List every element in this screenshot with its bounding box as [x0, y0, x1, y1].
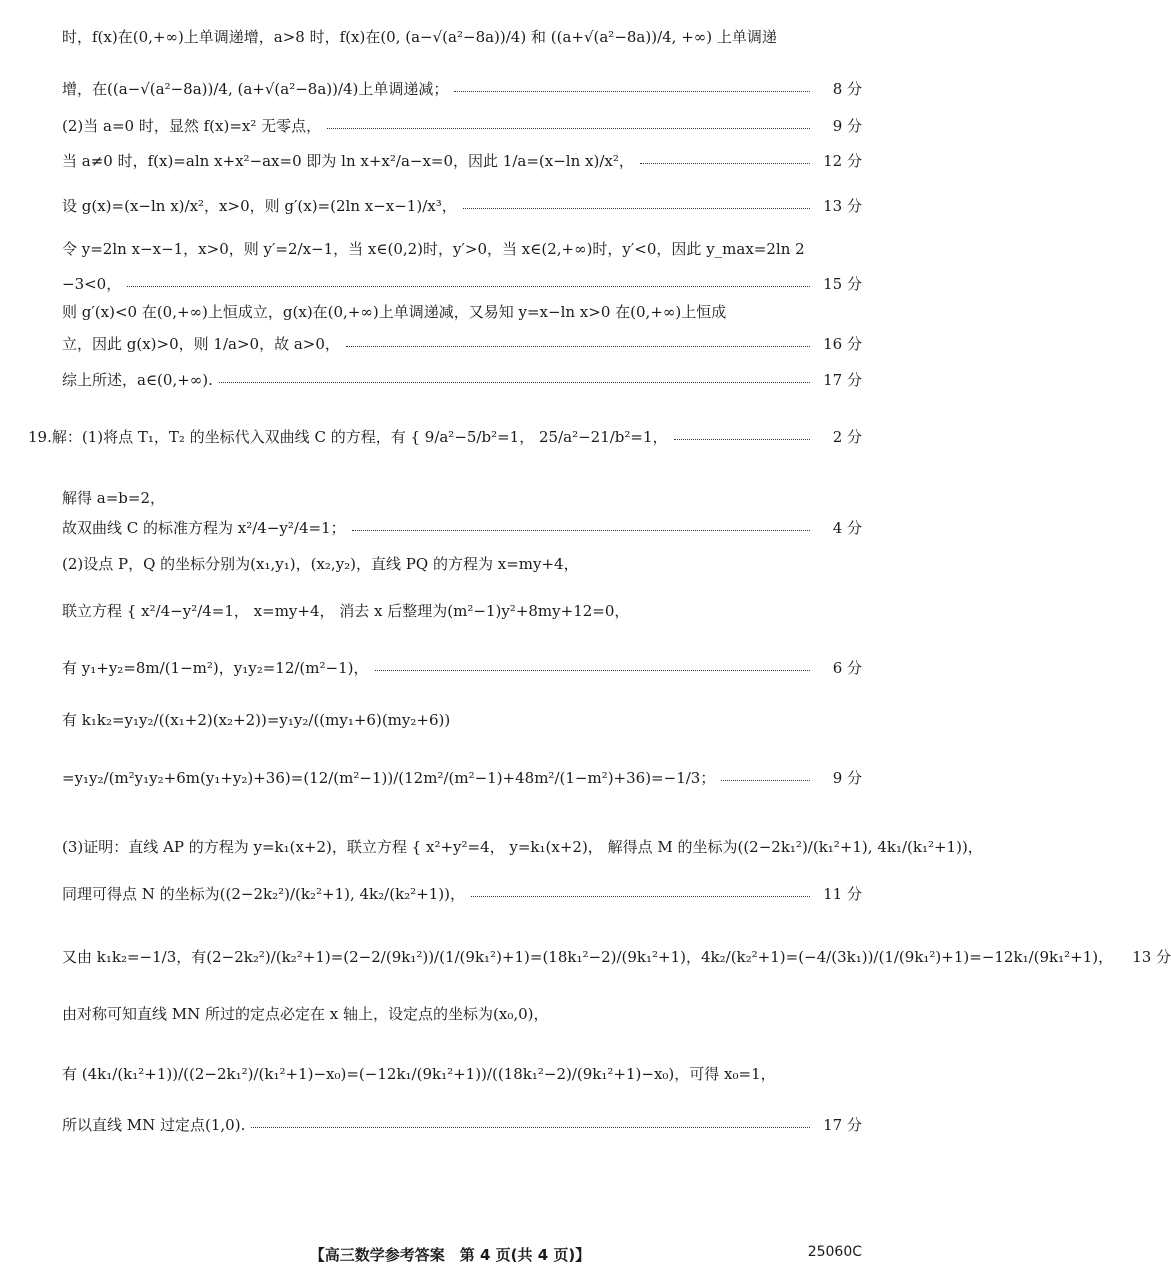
text-line: [62, 657, 862, 678]
line-text: 所以直线 MN 过定点(1,0).: [62, 1116, 246, 1134]
score: 6 分: [832, 659, 862, 677]
text-line: [62, 26, 862, 47]
score: 15 分: [823, 275, 862, 293]
text-line: [62, 1114, 862, 1135]
dot-leader: [454, 91, 810, 92]
dot-leader: [674, 439, 810, 440]
score: 16 分: [823, 335, 862, 353]
text-line: [62, 553, 862, 574]
text-line: [62, 946, 1171, 967]
score: 17 分: [823, 1116, 862, 1134]
line-text: 故双曲线 C 的标准方程为 x²/4−y²/4=1；: [62, 519, 346, 537]
score: 2 分: [832, 428, 862, 446]
document-code: 25060C: [807, 1244, 862, 1260]
text-line: [62, 195, 862, 216]
dot-leader: [346, 346, 810, 347]
text-line: [62, 273, 862, 294]
line-text: 由对称可知直线 MN 所过的定点必定在 x 轴上，设定点的坐标为(x₀,0)，: [62, 1005, 549, 1023]
line-text: 增，在((a−√(a²−8a))/4, (a+√(a²−8a))/4)上单调递减；: [62, 80, 449, 98]
dot-leader: [375, 670, 811, 671]
line-text: 19.解：(1)将点 T₁，T₂ 的坐标代入双曲线 C 的方程，有 { 9/a²−5/b²=1， 25/a²−21/b²=1，: [28, 428, 668, 446]
text-line: [62, 78, 862, 99]
score: 4 分: [832, 519, 862, 537]
text-line: [62, 1063, 862, 1084]
line-text: 立，因此 g(x)>0，则 1/a>0，故 a>0，: [62, 335, 340, 353]
score: 11 分: [823, 885, 862, 903]
dot-leader: [721, 780, 810, 781]
dot-leader: [127, 286, 810, 287]
text-line: [62, 836, 983, 857]
text-line: [62, 883, 862, 904]
dot-leader: [463, 208, 810, 209]
line-text: 解得 a=b=2，: [62, 489, 165, 507]
text-line: [62, 369, 862, 390]
line-text: 同理可得点 N 的坐标为((2−2k₂²)/(k₂²+1), 4k₂/(k₂²+1))，: [62, 885, 465, 903]
text-line: [28, 426, 862, 447]
score: 12 分: [823, 152, 862, 170]
score: 17 分: [823, 371, 862, 389]
text-line: [62, 517, 862, 538]
text-line: [62, 1003, 862, 1024]
dot-leader: [251, 1127, 810, 1128]
text-line: [62, 238, 862, 259]
dot-leader: [352, 530, 810, 531]
line-text: 联立方程 { x²/4−y²/4=1， x=my+4， 消去 x 后整理为(m²−1)y²+8my+12=0，: [62, 602, 630, 620]
line-text: 令 y=2ln x−x−1，x>0，则 y′=2/x−1，当 x∈(0,2)时，y′>0，当 x∈(2,+∞)时，y′<0，因此 y_max=2ln 2: [62, 240, 805, 258]
text-line: [62, 487, 862, 508]
line-text: =y₁y₂/(m²y₁y₂+6m(y₁+y₂)+36)=(12/(m²−1))/(12m²/(m²−1)+48m²/(1−m²)+36)=−1/3；: [62, 769, 716, 787]
dot-leader: [471, 896, 810, 897]
line-text: (2)设点 P，Q 的坐标分别为(x₁,y₁)，(x₂,y₂)，直线 PQ 的方程为 x=my+4，: [62, 555, 579, 573]
text-line: [62, 333, 862, 354]
dot-leader: [219, 382, 810, 383]
text-line: [62, 600, 862, 621]
page-footer: 【高三数学参考答案 第 4 页(共 4 页)】: [309, 1246, 591, 1264]
score: 13 分: [1132, 948, 1171, 966]
line-text: 时，f(x)在(0,+∞)上单调递增，a>8 时，f(x)在(0, (a−√(a²−8a))/4) 和 ((a+√(a²−8a))/4, +∞) 上单调递: [62, 28, 777, 46]
score: 9 分: [832, 769, 862, 787]
score: 13 分: [823, 197, 862, 215]
line-text: 设 g(x)=(x−ln x)/x²，x>0，则 g′(x)=(2ln x−x−1)/x³，: [62, 197, 457, 215]
line-text: (3)证明：直线 AP 的方程为 y=k₁(x+2)，联立方程 { x²+y²=4， y=k₁(x+2)， 解得点 M 的坐标为((2−2k₁²)/(k₁²+1), 4k₁/(k₁²+1))，: [62, 838, 983, 856]
line-text: 有 y₁+y₂=8m/(1−m²)，y₁y₂=12/(m²−1)，: [62, 659, 369, 677]
line-text: 综上所述，a∈(0,+∞).: [62, 371, 213, 389]
line-text: 当 a≠0 时，f(x)=aln x+x²−ax=0 即为 ln x+x²/a−x=0，因此 1/a=(x−ln x)/x²，: [62, 152, 634, 170]
text-line: [62, 301, 862, 322]
line-text: 又由 k₁k₂=−1/3，有(2−2k₂²)/(k₂²+1)=(2−2/(9k₁²))/(1/(9k₁²)+1)=(18k₁²−2)/(9k₁²+1)，4k₂/(k₂²+1)=(−4/(3k₁))/(1/(9k₁²)+1)=−12k₁/(9k₁²+1)，: [62, 948, 1114, 966]
score: 9 分: [832, 117, 862, 135]
dot-leader: [640, 163, 810, 164]
line-text: 则 g′(x)<0 在(0,+∞)上恒成立，g(x)在(0,+∞)上单调递减，又易知 y=x−ln x>0 在(0,+∞)上恒成: [62, 303, 727, 321]
line-text: 有 k₁k₂=y₁y₂/((x₁+2)(x₂+2))=y₁y₂/((my₁+6)(my₂+6)): [62, 711, 451, 729]
text-line: [62, 709, 862, 730]
text-line: [62, 115, 862, 136]
text-line: [62, 767, 862, 788]
line-text: 有 (4k₁/(k₁²+1))/((2−2k₁²)/(k₁²+1)−x₀)=(−12k₁/(9k₁²+1))/((18k₁²−2)/(9k₁²+1)−x₀)，可得 x₀=1，: [62, 1065, 776, 1083]
dot-leader: [327, 128, 810, 129]
line-text: (2)当 a=0 时，显然 f(x)=x² 无零点，: [62, 117, 322, 135]
score: 8 分: [832, 80, 862, 98]
text-line: [62, 150, 862, 171]
line-text: −3<0，: [62, 275, 122, 293]
